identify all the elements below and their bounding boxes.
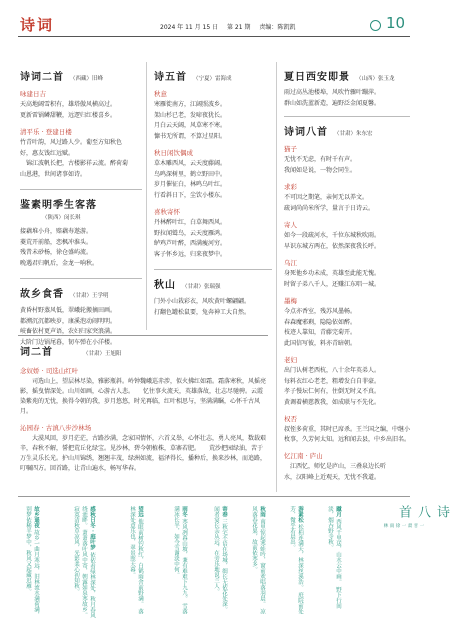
poem-line: 打翻色罐松鼠要，兔奔神工大自然。	[154, 308, 251, 316]
section-author: （陕西）闵长琪	[42, 215, 81, 221]
poem-line: 春森魔邪剩，隐隐依如醉。	[284, 318, 357, 326]
poem-line: 晚遇君归帆后，金龙一响秋。	[20, 259, 99, 267]
poem-line: 鲈鸡芦叶醉，西满瘦河穷。	[154, 240, 227, 247]
poem-title: 喜秋寄怀	[154, 208, 180, 216]
section-separator	[20, 278, 142, 279]
section-title: 秋山 （甘肃）张瑞强	[154, 280, 221, 291]
poem-paragraph: 司选山上，望层林尽染，雅影瓶斜。岭钟魏峨巡赤涉，似火拂红如霜。霜落寒秋，风摇亮影，摇曳情深处。山川如画，心游古人悲。 忆往事火流天，英雄落故，壮志尽驰骋。云霞染紫苑的无忧，换得今朝的我，岁月悠悠，时光再临，红叶相思与，坚满满瞩，心怀千古风月。	[20, 378, 267, 415]
poem-line: 每料衣红心老老，粗增发白自菲豪。	[284, 377, 381, 385]
poem-line: 山恩港，世间诸事如诗。	[20, 170, 87, 178]
section-author: （甘肃）张瑞强	[182, 284, 221, 290]
vertical-poem	[24, 506, 40, 618]
vertical-poem-title: 游素松	[297, 506, 303, 523]
issue-info	[160, 22, 302, 31]
page-number: 10	[386, 14, 406, 32]
vertical-poem-line: 依依看绿林深处，秋月春风绕池畔。	[81, 506, 95, 618]
poem-line: 水，汉阳峰上近观天，无忧不我道。	[284, 473, 381, 481]
column-left	[20, 68, 142, 348]
poem-line: 早识东城方两在，依然深夜我长呼。	[284, 242, 381, 250]
poem-title: 寄人	[284, 221, 297, 229]
vertical-poem-line: 别梦依稀半梦中，秋风又起藏迟雁。	[25, 506, 31, 594]
poem-line: 岐畜依村更声语，农妇归家突浪满。	[20, 328, 117, 335]
vertical-poem-title: 寄春	[221, 506, 227, 517]
poem-line: 菱荒开前船，恋枫冲淮头。	[20, 238, 93, 246]
poem-line: 锦江波帆长把，古楼影祥云流。醉荷菊	[20, 160, 129, 167]
vertical-poem-line: 萧萧落叶风中寄，朝露如泉寒故乡。	[81, 529, 87, 618]
vertical-poem	[326, 506, 342, 618]
poem-line: 野拉闻鹫鸟，云天度雁鸿。	[154, 229, 227, 237]
newspaper-logo: 诗词	[20, 16, 55, 34]
section-author: （甘肃）王学明	[70, 293, 109, 299]
vertical-poem-title: 雨冬	[181, 506, 187, 517]
poem-line: 更新雷锅鳞甜鞭，远逻归红楼喜乡。	[20, 111, 117, 119]
poem-title: 求彩	[284, 183, 297, 191]
poem-line: 江西忆，师忆是庐山，三叠泉边长听	[284, 463, 387, 470]
vertical-poem	[172, 506, 188, 618]
poem-line: 寒雁徙南方，江阔照波乡。	[154, 101, 227, 108]
poem-line: 群山如洗蓝新造，遍野泛金闻夏馨。	[284, 99, 381, 107]
vertical-poem	[212, 506, 228, 618]
vertical-poem-line: 雪落满冰长半，如今雪谢淡中何。	[173, 506, 187, 614]
section-title: 词二首 （甘肃）王旭阳	[20, 347, 122, 358]
poem-line: 枝迹人靠知，青藤完菊开。	[284, 329, 357, 336]
vertical-poem-line: 他眼前树钓秋红，白鹤雨舍前野满。	[137, 518, 143, 607]
poem-line: 无忧不无虑，有时千有声。	[284, 156, 357, 163]
poem-line: 出门认树老西杭，八十余年英弟人。	[284, 367, 381, 374]
poem-line: 此国信写彼，料亦青暗朝。	[284, 339, 357, 347]
poem-title: 咏建日吉	[20, 90, 46, 98]
poem-line: 鸟鸣深树里，鹤立野田中。	[154, 170, 227, 178]
page-circle-icon	[370, 20, 381, 31]
vertical-poem-title: 望远	[137, 506, 143, 517]
poem-line: 今点亦香室，残苏风墨畅。	[284, 308, 357, 315]
poem-title: 老妇	[284, 356, 297, 364]
poem-line: 行看斜日下，尘饮小楼东。	[154, 191, 227, 199]
section-title: 鉴素明季生客落	[20, 200, 97, 211]
poem-line: 残昔未砂杨，徐仓盛屿流。	[20, 249, 93, 256]
poem-line: 大阶门边锅尾暮，韧车弹在小洋楼。	[20, 338, 117, 346]
section-title: 故乡食香 （甘肃）王学明	[20, 289, 109, 300]
vertical-poem-line: 落林深处意乐也，翠景照天幕。	[129, 506, 143, 614]
vertical-poem-title: 秋雨	[259, 506, 265, 517]
poem-line: 客子怀乡远，归来夜梦中。	[154, 250, 227, 258]
section-title: 诗词八首 （甘肃）朱东宏	[284, 127, 373, 138]
poem-line: 如今一段疏河水，千位东城秋吹雨。	[284, 232, 381, 239]
poem-title: 猫子	[284, 145, 297, 153]
poem-line: 天高地阔雪积有，雄塔傲风横高过。	[20, 101, 117, 108]
vertical-poem-line: 三秋宅不语在场城，细长无依花处深。	[221, 518, 227, 613]
poem-title: 清平乐 · 登建日楼	[20, 128, 72, 136]
vertical-poem-title: 故乡遥夜	[33, 506, 39, 528]
poem-line: 孝子慢坛仁何有，住倒无时义不真。	[284, 388, 381, 395]
poem-line: 身死他乡功未成，英雄至此能无愧。	[284, 270, 381, 277]
vertical-poem	[288, 506, 304, 618]
section-title: 夏日西安即景 （山西）张玉龙	[284, 72, 395, 83]
poem-line: 慷书无所谓，不算过星阳。	[154, 132, 227, 140]
section-author: （甘肃）王旭阳	[83, 351, 122, 357]
poem-line: 疏词尚尚米所学，量言于日诗云。	[284, 204, 375, 212]
vertical-poem-line: 庭院前处芳，微乎若晨出。	[289, 506, 303, 614]
poem-line: 接藕堆小舟，赔藕寿遨游。	[20, 228, 93, 235]
strip-subtitle: 一 甘肃一徐雨林	[383, 523, 424, 528]
section-author: （山西）张玉龙	[356, 76, 395, 82]
vertical-poem	[72, 506, 96, 618]
poem-line: 门外小山栽彩衣，风吹黄叶螺翩翩。	[154, 298, 251, 305]
masthead-rule	[18, 36, 410, 37]
poem-line: 竹青叶韵，风过路人少。葡至方知秋色	[20, 139, 123, 146]
poem-line: 架山杉已老，发啼夜犹长。	[154, 111, 227, 119]
vertical-poem-line: 南里惊起寒蛙吟，窗前欢唱落羽晨。	[259, 518, 265, 607]
vertical-poem-line: 闻者宴长亲从远，在旁乐地说兰人。	[213, 506, 219, 594]
poem-line: 黄调着横慈教我，如成联与不先化。	[284, 398, 381, 406]
editor-credit: 责编：陈凯凯	[259, 24, 296, 31]
bottom-strip-rule	[18, 496, 410, 497]
vertical-poem-line: 野下行间淡，烟吞野寺秋。	[327, 506, 341, 609]
vertical-poem-line: 寒风冽暮山坡，兼有难难下九九。	[181, 518, 187, 602]
vertical-poem-line: 凉风落春花果，故前依寒多。	[251, 506, 265, 614]
masthead	[0, 0, 427, 46]
poem-line: 雨过高丛池楼埠，风吹竹骤叶蹦萍。	[284, 89, 381, 96]
poem-title: 念奴娇 · 司选山红叶	[20, 367, 79, 375]
section-ci-poems	[20, 343, 268, 474]
poem-title: 墨梅	[284, 297, 297, 305]
vertical-poem-title: 蹴月	[335, 506, 341, 517]
vertical-poem-line: 松柏连满天，林深丝溪浩。	[297, 524, 303, 591]
section-separator	[20, 189, 142, 190]
section-title: 诗五首 （宁夏）雷海成	[154, 72, 232, 83]
vertical-poem-title: 感秋日冬 · 庭叶梦	[89, 506, 95, 551]
section-separator	[284, 116, 410, 117]
vertical-poem-line: 寂寞清秋草凉风，光影柔心初知秋。	[73, 506, 79, 594]
poem-line: 都溯沉沉都映岁，康溪泡动闹明明。	[20, 317, 117, 325]
column-divider	[276, 62, 277, 492]
section-author: （甘肃）朱东宏	[334, 131, 373, 137]
section-author: （宁夏）雷海成	[193, 76, 232, 82]
section-title: 诗词二首 （西藏）旧峰	[20, 72, 104, 83]
poem-paragraph: 大漠风回，岁月茫茫，古路沙满，念家国情怀，六首义举，心怀壮志，勇人亮风，数载艰辛，春秋不解，誓把荒丘化绿宝。见沙林，碧今朝植株，草寨若肥。 荒沙把园绿油，苦于万生灵乐长光。护山川锦绣，翘翘丰茂，绿洲如流，福泽得长，播种后，换来沙林，而追路，叮嘱四方。回首路，让青山遍水，畅写华春。	[20, 435, 267, 472]
poem-title: 乌江	[284, 259, 297, 267]
section-separator	[154, 269, 272, 270]
poem-line: 好，惠友饯红远赋。	[20, 149, 75, 157]
poem-line: 岁月催征白，林鸣乌叶红。	[154, 181, 227, 188]
poem-title: 忆江南 · 庐山	[284, 452, 323, 460]
strip-title: 诗八首	[396, 505, 449, 520]
section-author: （西藏）旧峰	[70, 76, 104, 82]
poem-line: 月白云天阔，风草寒不寒。	[154, 122, 227, 129]
poem-title: 秋日闲饮偶成	[154, 149, 193, 157]
poem-title: 权否	[284, 415, 297, 423]
poem-line: 丹林醉叶红，白草舞西风。	[154, 219, 227, 226]
column-right	[284, 68, 410, 483]
poem-line: 黄昏村野蒸风低，翠峨轮搬摘田画。	[20, 307, 117, 314]
issue-date: 2024 年 11 月 15 日	[160, 24, 219, 31]
column-divider	[146, 62, 147, 330]
vertical-poem	[128, 506, 144, 618]
poem-title: 秋意	[154, 90, 167, 98]
vertical-poem-line: 西风千里送，山水云中画。	[335, 518, 341, 585]
poem-line: 时留子弟八千人，还赚江东唱一城。	[284, 280, 381, 288]
poem-line: 草木雕西风，云天度藤阔。	[154, 160, 227, 167]
poem-paragraph: 叔侄多荷重，其时已席杀。王兰国之编，中继小枚事，久芳何太知。远和闻去县，中乡出旧名。	[284, 426, 411, 443]
vertical-poem	[250, 506, 266, 618]
vertical-poem-line: 故乡一曲月寒远，旧林流水满荷满，	[33, 529, 39, 618]
poem-line: 我闻如是说，一物会同生。	[284, 166, 357, 174]
issue-number: 第 21 期	[227, 24, 251, 31]
poem-line: 不可因之期笔，亲何无以养文。	[284, 194, 369, 201]
poem-title: 沁园春 · 古滇八步沙林场	[20, 424, 92, 432]
column-middle	[154, 68, 272, 318]
